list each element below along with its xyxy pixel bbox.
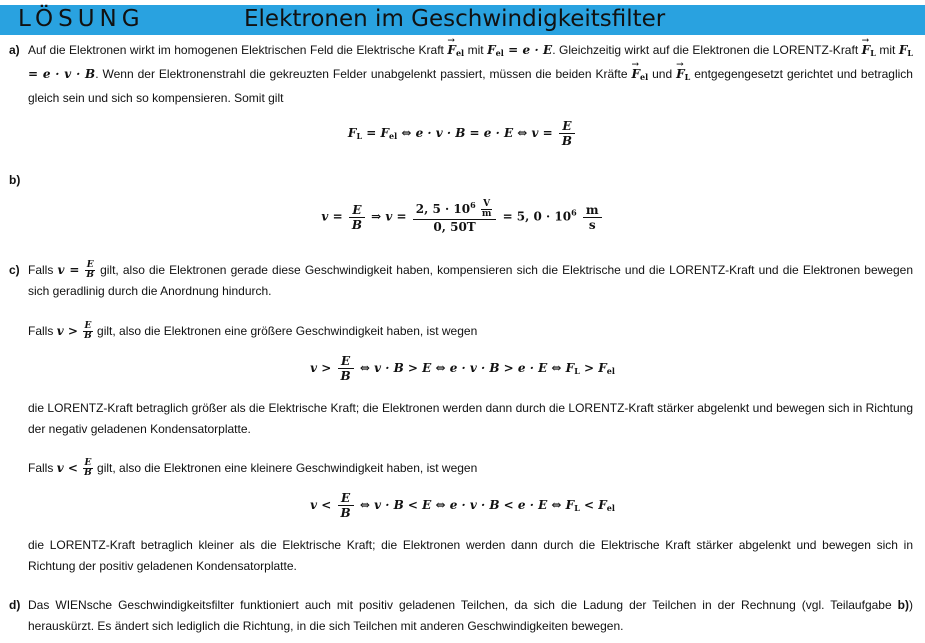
header-banner (0, 5, 925, 35)
equation-c1: v > $\frac{E}{B}$ ⇔ v · B > E ⇔ e · v · B > e · E ⇔ $F_L > F_{el}$ (310, 354, 615, 383)
equation-a: $F_L = F_{el}$ ⇔ e · v · B = e · E ⇔ v = $\frac{E}{B}$ (0, 119, 925, 148)
header-title: Elektronen im Geschwindigkeitsfilter (244, 6, 666, 32)
section-a-label: a) (9, 43, 20, 57)
section-c-label: c) (9, 263, 20, 277)
equation-c2: v < $\frac{E}{B}$ ⇔ v · B < E ⇔ e · v · B < e · E ⇔ $F_L < F_{el}$ (310, 491, 615, 520)
section-b-label: b) (9, 173, 21, 187)
section-a-text: Auf die Elektronen wirkt im homogenen Elektrischen Feld die Elektrische Kraft → $F_{el}$ mit $F_{el} = e \cdot E$. Gleichzeitig wirkt auf die Elektronen die LORENTZ-Kraft → $F_L$ mit $F_L = e \cdot v \cdot B$. Wenn der Elektronenstrahl die gekreuzten Felder unabgelenkt passiert, müssen die beiden Kräfte → $F_{el}$ und → $F_L$ entgegengesetzt gerichtet und betraglich gleich sein und sich so kompensieren. Somit gilt (28, 40, 913, 109)
section-d-text: Das WIENsche Geschwindigkeitsfilter funktioniert auch mit positiv geladenen Teilchen, da sich die Ladung der Teilchen in der Rechnung (vgl. Teilaufgabe b)) herauskürzt. Es ändert sich lediglich die Richtung, in die sich Teilchen mit anderen Geschwindigkeiten bewegen. (28, 598, 913, 633)
equation-b: v = $\frac{E}{B}$ ⇒ v = 2, $5 \cdot 10^6$ $\frac{V}{m}$ 0, 50T = 5, $0 \cdot 10^6$ $\frac{m}{s}$ (0, 200, 925, 234)
header-label: LÖSUNG (18, 6, 145, 32)
section-d-label: d) (9, 598, 21, 612)
section-c-p1: Falls v = $\frac{E}{B}$ gilt, also die Elektronen gerade diese Geschwindigkeit haben, kompensieren sich die Elektrische und die LORENTZ-Kraft und die Elektronen bewegen sich geradlinig durch die Anordnung hindurch. (28, 260, 913, 298)
